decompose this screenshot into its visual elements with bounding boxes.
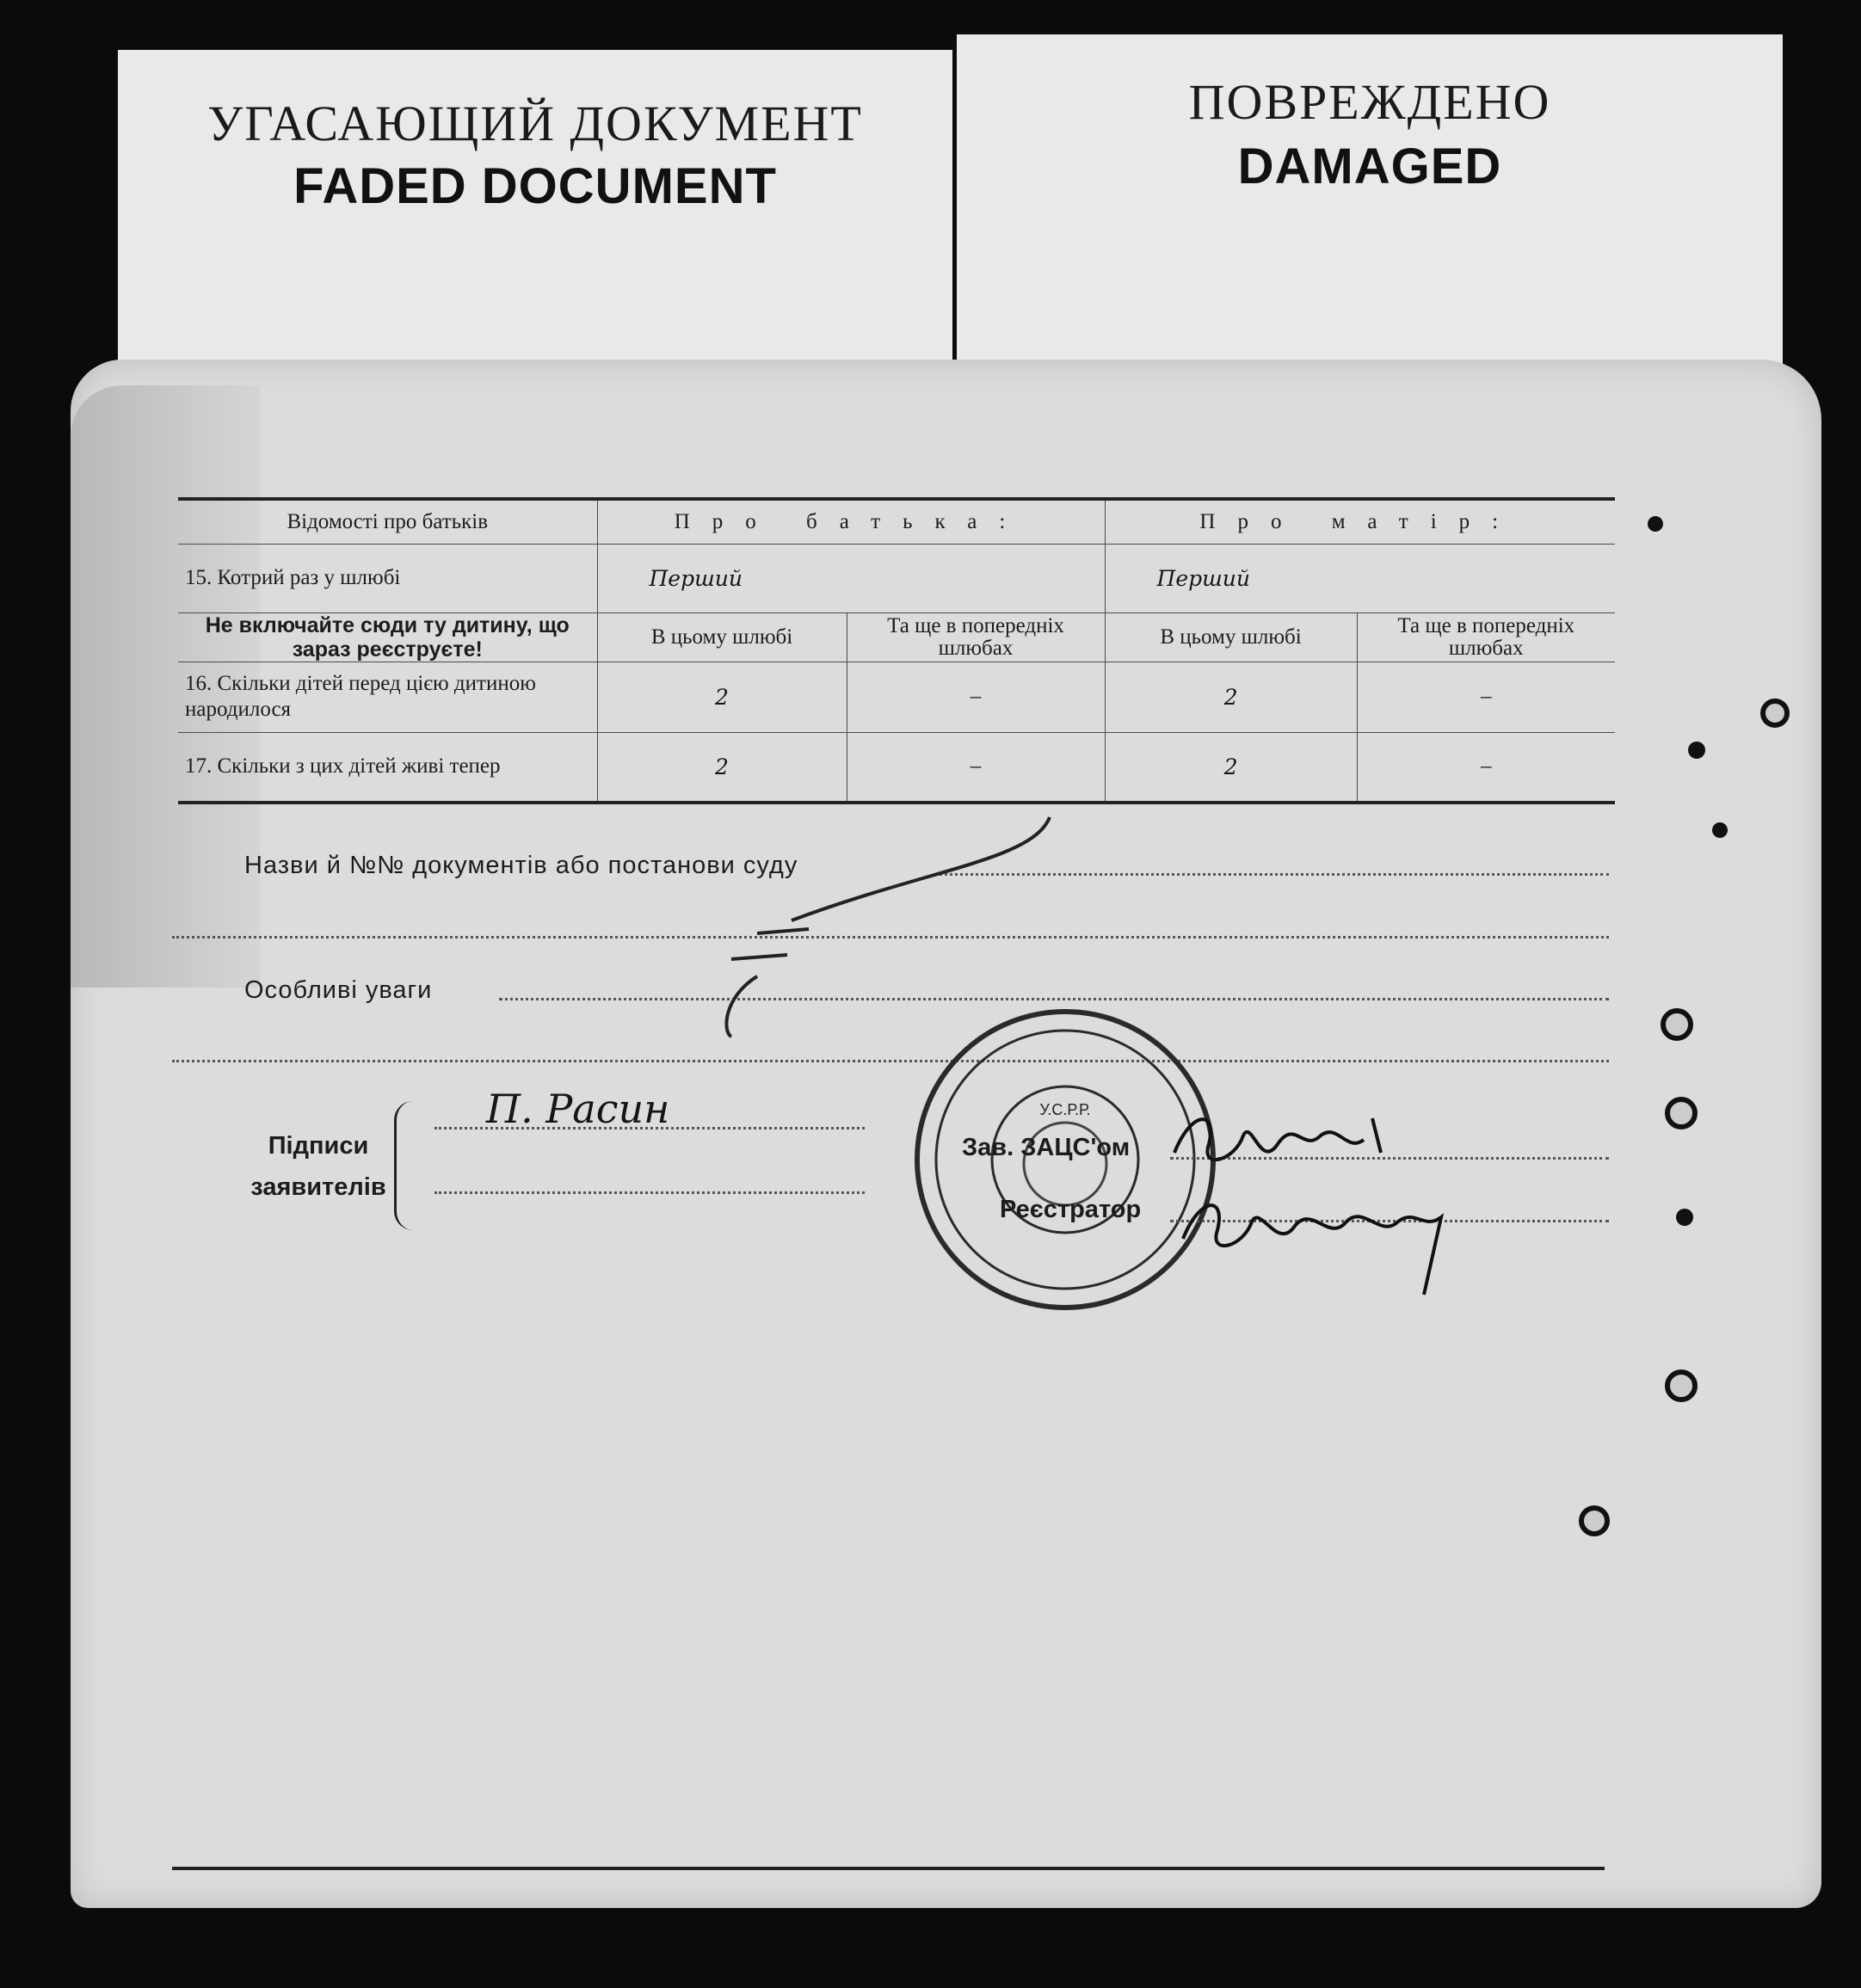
father-this-marriage-header: В цьому шлюбі	[597, 612, 847, 662]
exclude-child-note: Не включайте сюди ту дитину, що зараз реєструєте!	[178, 612, 597, 662]
row16-father-this: 2	[597, 662, 847, 732]
table-row	[178, 662, 1615, 732]
binding-hole	[1648, 516, 1663, 532]
binding-hole	[1688, 742, 1705, 759]
damaged-label-ru: ПОВРЕЖДЕНО	[1188, 74, 1551, 130]
binding-hole	[1665, 1097, 1698, 1129]
head-of-registry-label: Зав. ЗАЦС'ом	[962, 1134, 1131, 1161]
parents-info-table	[178, 497, 1615, 804]
about-father-header: Про батька:	[597, 499, 1105, 544]
table-header-row	[178, 499, 1615, 544]
faded-label-ru: УГАСАЮЩИЙ ДОКУМЕНТ	[207, 95, 863, 151]
row16-mother-prev: –	[1357, 662, 1615, 732]
head-signature-scribble	[1166, 1092, 1510, 1299]
binding-hole	[1712, 822, 1728, 838]
applicant-signature-line-2	[434, 1191, 865, 1194]
binding-hole	[1579, 1505, 1610, 1536]
table-row	[178, 732, 1615, 803]
row17-label: 17. Скільки з цих дітей живі тепер	[178, 732, 597, 803]
notes-field-label: Особливі уваги	[244, 976, 433, 1004]
damaged-label-en: DAMAGED	[1237, 138, 1502, 194]
stamp-center-text: У.С.Р.Р.	[1039, 1101, 1091, 1118]
binding-hole	[1676, 1209, 1693, 1226]
mother-this-marriage-header: В цьому шлюбі	[1105, 612, 1357, 662]
table-row	[178, 544, 1615, 612]
row17-father-prev: –	[847, 732, 1105, 803]
row16-father-prev: –	[847, 662, 1105, 732]
table-subheader-row	[178, 612, 1615, 662]
row16-label: 16. Скільки дітей перед цією дитиною народилося	[178, 662, 597, 732]
notes-field-line-2	[172, 1060, 1609, 1062]
row16-mother-this: 2	[1105, 662, 1357, 732]
about-mother-header: Про матір:	[1105, 499, 1615, 544]
binding-hole	[1661, 1008, 1693, 1041]
binding-hole	[1665, 1369, 1698, 1402]
row15-label: 15. Котрий раз у шлюбі	[178, 544, 597, 612]
registrar-label: Реєстратор	[1000, 1196, 1142, 1223]
faded-document-label	[118, 50, 952, 407]
documents-field-label: Назви й №№ документів або постанови суду	[244, 852, 798, 879]
father-previous-marriages-header: Та ще в попередніх шлюбах	[847, 612, 1105, 662]
row15-father-value: Перший	[597, 544, 1105, 612]
applicants-signatures-label: Підписи заявителів	[250, 1132, 386, 1201]
applicant-signature: П. Расин	[486, 1086, 670, 1132]
bottom-rule	[172, 1867, 1605, 1870]
binding-hole	[1760, 699, 1790, 728]
faded-label-en: FADED DOCUMENT	[293, 158, 777, 214]
row17-mother-prev: –	[1357, 732, 1615, 803]
signatures-brace	[394, 1101, 416, 1230]
parents-info-header: Відомості про батьків	[178, 499, 597, 544]
damaged-document-label	[957, 34, 1783, 413]
row17-father-this: 2	[597, 732, 847, 803]
row15-mother-value: Перший	[1105, 544, 1615, 612]
row17-mother-this: 2	[1105, 732, 1357, 803]
mother-previous-marriages-header: Та ще в попередніх шлюбах	[1357, 612, 1615, 662]
